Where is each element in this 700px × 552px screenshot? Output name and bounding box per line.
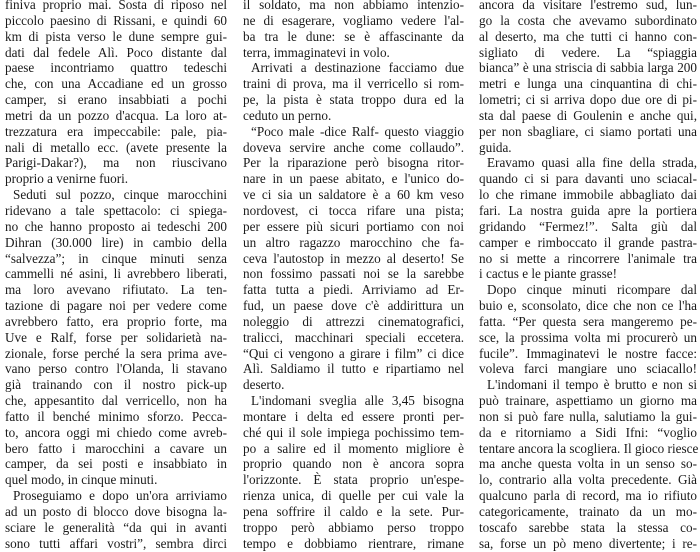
text-line: troppo però abbiamo perso troppo — [243, 519, 464, 535]
text-line: go la costa che avevamo subordinato — [479, 12, 697, 28]
text-line: Alì. Saldiamo il tutto e ripartiamo nel — [243, 361, 464, 377]
text-line: po a salire ed il momento migliore è — [243, 440, 464, 456]
text-line: nali di metallo ecc. (avete presente la — [5, 139, 227, 155]
text-line: nordovest, ci tocca rifare una pista; — [243, 202, 464, 218]
text-line: già trainando con il nostro pick-up — [5, 377, 227, 393]
text-line: lo, contrario alla volta precedente. Già — [479, 472, 697, 488]
text-line: camper, si erano insabbiati a pochi — [5, 92, 227, 108]
text-line: il soldato, ma non abbiamo intenzio- — [243, 0, 464, 12]
text-line: no che hanno proposto ai tedeschi 200 — [5, 218, 227, 234]
text-line: sce, la prossima volta mi procurerò un — [479, 329, 697, 345]
text-line: quando ci si para davanti uno sciacal- — [479, 171, 697, 187]
text-line: tentare ancora la scogliera. Il gioco riesce — [479, 440, 699, 456]
text-line: L'indomani sveglia alle 3,45 bisogna — [251, 393, 464, 409]
text-line: tazione di pagare noi per vedere come — [5, 298, 227, 314]
text-line: Proseguiamo e dopo un'ora arriviamo — [13, 488, 227, 504]
text-line: sciare le generalità “da qui in avanti — [5, 519, 227, 535]
text-line: toscafo sarebbe stata la stessa co- — [479, 519, 697, 535]
text-line: da e ritorniamo a Sidi Ifni: “voglio — [479, 424, 697, 440]
text-line: avrebbero fatto, era proprio forte, ma — [5, 313, 227, 329]
text-line: che, appesantito dal verricello, non ha — [5, 393, 227, 409]
text-line: “Qui ci vengono a girare i film” ci dice — [243, 345, 464, 361]
text-line: doveva servire anche come collaudo”. — [243, 139, 464, 155]
text-line: Dopo cinque minuti ricompare dal — [487, 282, 697, 298]
text-line: proprio quando non è ancora sopra — [243, 456, 464, 472]
text-line: i cactus e le piante grasse! — [479, 266, 618, 282]
text-line: vano perso contro l'Olanda, li stavano — [5, 361, 227, 377]
text-line: lometri; ci si arriva dopo due ore di pi- — [479, 92, 697, 108]
text-line: camper e rimboccato il grande pastra- — [479, 234, 697, 250]
text-line: ma anche questa volta in un senso so- — [479, 456, 697, 472]
text-line: piccolo paesino di Rissani, e quindi 60 — [5, 12, 227, 28]
text-line: non fossimo passati noi se la sarebbe — [243, 266, 464, 282]
text-line: un altro ragazzo marocchino che fa- — [243, 234, 464, 250]
text-line: ve ci sia un saldatore è a 60 km veso — [243, 187, 464, 203]
text-line: fari. La nostra guida apre la portiera — [479, 202, 697, 218]
text-line: per non sbagliare, ci siamo portati una — [479, 123, 697, 139]
text-line: ceva l'autostop in mezzo al deserto! Se — [243, 250, 464, 266]
text-line: quel modo, in cinque minuti. — [5, 472, 158, 488]
text-line: voleva farci mangiare uno sciacallo! — [479, 361, 697, 377]
text-line: fatto il benché minimo sforzo. Pecca- — [5, 408, 227, 424]
text-line: traini di prova, ma il verricello si rom- — [243, 76, 464, 92]
text-line: tralicci, macchinari speciali eccetera. — [243, 329, 464, 345]
text-line: Dihran (30.000 lire) in cambio della — [5, 234, 227, 250]
text-line: paese incontriamo quattro tedeschi — [5, 60, 227, 76]
text-line: trezzatura era impeccabile: pale, pia- — [5, 123, 227, 139]
text-line: dati dal fedele Alì. Poco distante dal — [5, 44, 227, 60]
text-line: Arrivati a destinazione facciamo due — [251, 60, 464, 76]
text-line: no si mette a rincorrere l'animale tra — [479, 250, 697, 266]
text-line: guida. — [479, 139, 512, 155]
text-line: al deserto, ma che tutti ci hanno con- — [479, 28, 697, 44]
text-line: sigliato di vedere. La “spiaggia — [479, 44, 697, 60]
text-line: sono tutti affari vostri”, sembra dirci — [5, 535, 227, 551]
text-line: pe, la pista è stata troppo dura ed la — [243, 92, 464, 108]
text-line: ridevano a tale spettacolo: ci spiega- — [5, 202, 227, 218]
text-line: L'indomani il tempo è brutto e non si — [487, 377, 697, 393]
text-column-2 — [243, 0, 464, 552]
text-line: finiva proprio mai. Sosta di riposo nel — [5, 0, 227, 12]
text-line: ceduto un perno. — [243, 107, 332, 123]
text-line: fatta tutta a piedi. Arriviamo ad Er- — [243, 282, 464, 298]
text-line: Parigi-Dakar?), ma non riuscivano — [5, 155, 227, 171]
text-line: Uve e Ralf, forse per solidarietà na- — [5, 329, 227, 345]
text-line: “Poco male -dice Ralf- questo viaggio — [251, 123, 464, 139]
text-line: ad un posto di blocco dove bisogna la- — [5, 504, 227, 519]
text-column-1 — [5, 0, 227, 552]
text-line: non si può fare nulla, salutiamo la gui- — [479, 408, 697, 424]
text-line: metri da un pozzo d'acqua. La loro at- — [5, 107, 227, 123]
text-line: buio e, sconsolato, dice che non ce l'ha — [479, 298, 697, 314]
text-line: deserto. — [243, 377, 285, 393]
text-line: sa, forse un pò meno divertente; i re- — [479, 535, 697, 551]
text-line: che, con una Accadiane ed un grosso — [5, 76, 227, 92]
text-line: “salvezza”; in cinque minuti senza — [5, 250, 227, 266]
text-line: categoricamente, trainato da un mo- — [479, 504, 697, 519]
text-line: gridando “Fermez!”. Salta giù dal — [479, 218, 697, 234]
text-line: ma loro avevano rifiutato. La ten- — [5, 282, 227, 298]
text-line: sta dal paese di Goulenin e anche qui, — [479, 107, 697, 123]
text-line: Per la riparazione però bisogna ritor- — [243, 155, 464, 171]
text-line: noleggio di attrezzi cinematografici, — [243, 313, 464, 329]
text-line: Eravamo quasi alla fine della strada, — [487, 155, 697, 171]
text-line: to, ancora oggi mi chiedo come avreb- — [5, 424, 227, 440]
text-line: montare i delta ed essere pronti per- — [243, 408, 464, 424]
text-line: ne di esagerare, vogliamo vedere l'al- — [243, 12, 464, 28]
text-line: bianca” è una striscia di sabbia larga 200 — [479, 60, 697, 76]
text-line: Seduti sul pozzo, cinque marocchini — [13, 187, 227, 203]
text-line: terra, immaginatevi in volo. — [243, 44, 390, 60]
text-line: km di pista verso le dune sempre gui- — [5, 28, 227, 44]
text-column-3 — [479, 0, 697, 552]
text-line: ché qui il sole impiega pochissimo tem- — [243, 424, 464, 440]
text-line: lo che rimane immobile abbagliato dai — [479, 187, 697, 203]
text-line: cammelli né asini, li avrebbero liberati, — [5, 266, 227, 282]
text-line: qualcuno parla di record, ma io rifiuto — [479, 488, 697, 504]
text-line: bero fatto i marocchini a cavare un — [5, 440, 227, 456]
text-line: fucile”. Immaginatevi le nostre facce: — [479, 345, 697, 361]
text-line: fatta. “Per questa sera mangeremo pe- — [479, 313, 697, 329]
text-line: proprio a venirne fuori. — [5, 171, 129, 187]
text-line: rienza unica, di quelle per cui vale la — [243, 488, 464, 504]
text-line: camper, da sei posti e insabbiato in — [5, 456, 227, 472]
text-line: tempo e dobbiamo rientrare, rimane — [243, 535, 464, 551]
text-line: ba tra le dune: se è affascinante da — [243, 28, 464, 44]
text-line: ancora da visitare l'estremo sud, lun- — [479, 0, 697, 12]
text-line: pena soffrire il caldo e la sete. Pur- — [243, 504, 464, 519]
text-line: metri e lunga una cinquantina di chi- — [479, 76, 697, 92]
text-line: fud, un paese dove c'è addirittura un — [243, 298, 464, 314]
text-line: per essere più sicuri portiamo con noi — [243, 218, 464, 234]
text-line: nare in un paese abitato, e l'unico do- — [243, 171, 464, 187]
text-line: l'orizzonte. È stata proprio un'espe- — [243, 472, 464, 488]
text-line: zionale, forse perché la sera prima ave- — [5, 345, 227, 361]
text-line: può trainare, aspettiamo un giorno ma — [479, 393, 697, 409]
